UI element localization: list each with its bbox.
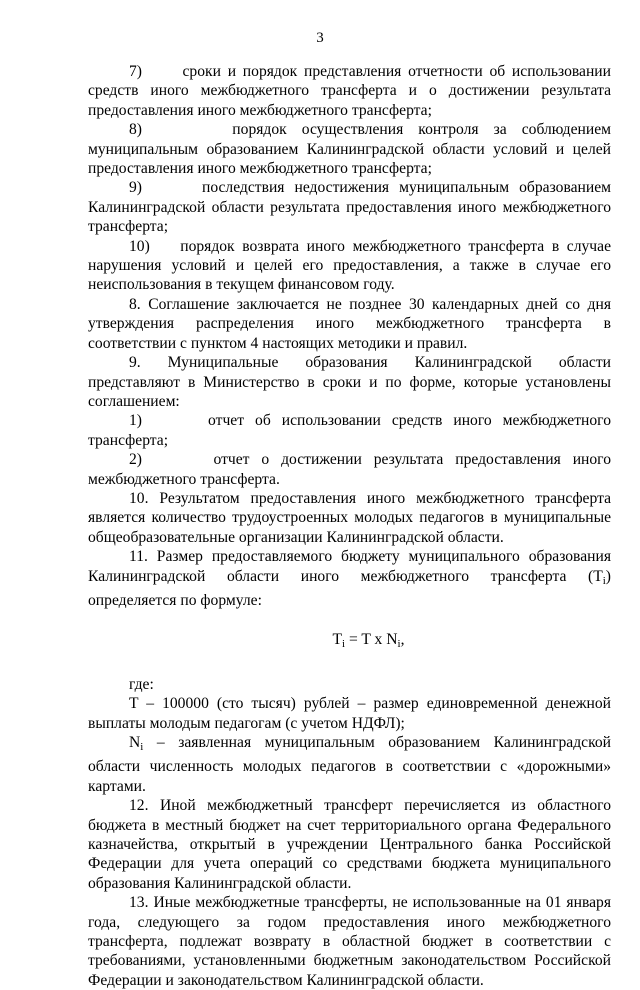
section-8-paragraph: 8. Соглашение заключается не позднее 30 календарных дней со дня утверждения распределения иного межбюджетного трансферта в соответствии с пунктом 4 настоящих методики и правил. (88, 295, 611, 352)
section-11-subscript: i (602, 574, 606, 587)
definition-n (88, 733, 611, 796)
item-10: 10) порядок возврата иного межбюджетного трансферта в случае нарушения условий и целей его предоставления, а также в случае его неиспользования в текущем финансовом году. (88, 237, 611, 294)
section-11-text-after: ) определяется по формуле: (88, 567, 611, 609)
section-9-item-1: 1) отчет об использовании средств иного межбюджетного трансферта; (88, 412, 611, 449)
section-11-paragraph (88, 547, 611, 610)
formula-rhs-subscript: i (397, 638, 401, 651)
section-10-paragraph: 10. Результатом предоставления иного межбюджетного трансферта является количество трудоустроенных молодых педагогов в муниципальные общеобразовательные организации Калининградской области. (88, 489, 611, 546)
page-number: 3 (316, 30, 324, 46)
section-13-paragraph: 13. Иные межбюджетные трансферты, не использованные на 01 января года, следующего за годом предоставления иного межбюджетного трансферта, подлежат возврату в областной бюджет в соответствии с требованиями, установленными бюджетным законодательством Российской Федерации и законодательством Калининградской области. (88, 894, 611, 989)
formula-rhs: = T x N (345, 631, 398, 649)
section-9-item-2: 2) отчет о достижении результата предоставления иного межбюджетного трансферта. (88, 451, 611, 488)
item-9: 9) последствия недостижения муниципальным образованием Калининградской области результата предоставления иного межбюджетного трансферта; (88, 179, 611, 236)
document-body (88, 62, 611, 990)
definition-n-symbol: N (129, 734, 141, 751)
formula-tail: , (400, 631, 405, 649)
section-9-paragraph: 9. Муниципальные образования Калининградской области представляют в Министерство в сроки и по форме, которые установлены соглашением: (88, 354, 611, 410)
formula-lhs: T (332, 631, 343, 649)
item-7: 7) сроки и порядок представления отчетности об использовании средств иного межбюджетного трансферта и о достижении результата предоставления иного межбюджетного трансферта; (88, 63, 611, 119)
formula-lhs-subscript: i (342, 638, 346, 651)
formula (88, 630, 611, 654)
definition-n-text: – заявленная муниципальным образованием Калининградской области численность молодых педагогов в соответствии с «дорожными» картами. (88, 734, 611, 795)
section-11-text-before: 11. Размер предоставляемого бюджету муниципального образования Калининградской области иного межбюджетного трансферта (T (88, 548, 611, 585)
definition-t: T – 100000 (сто тысяч) рублей – размер единовременной денежной выплаты молодым педагогам (с учетом НДФЛ); (88, 695, 611, 732)
where-label: где: (129, 675, 154, 693)
definition-n-subscript: i (140, 741, 144, 753)
section-12-paragraph: 12. Иной межбюджетный трансферт перечисляется из областного бюджета в местный бюджет на счет территориального органа Федерального казначейства, открытый в учреждении Центрального банка Российской Федерации для учета операций со средствами бюджета муниципального образования Калининградской области. (88, 797, 611, 892)
item-8: 8) порядок осуществления контроля за соблюдением муниципальным образованием Калининградской области условий и целей предоставления иного межбюджетного трансферта; (88, 121, 611, 178)
